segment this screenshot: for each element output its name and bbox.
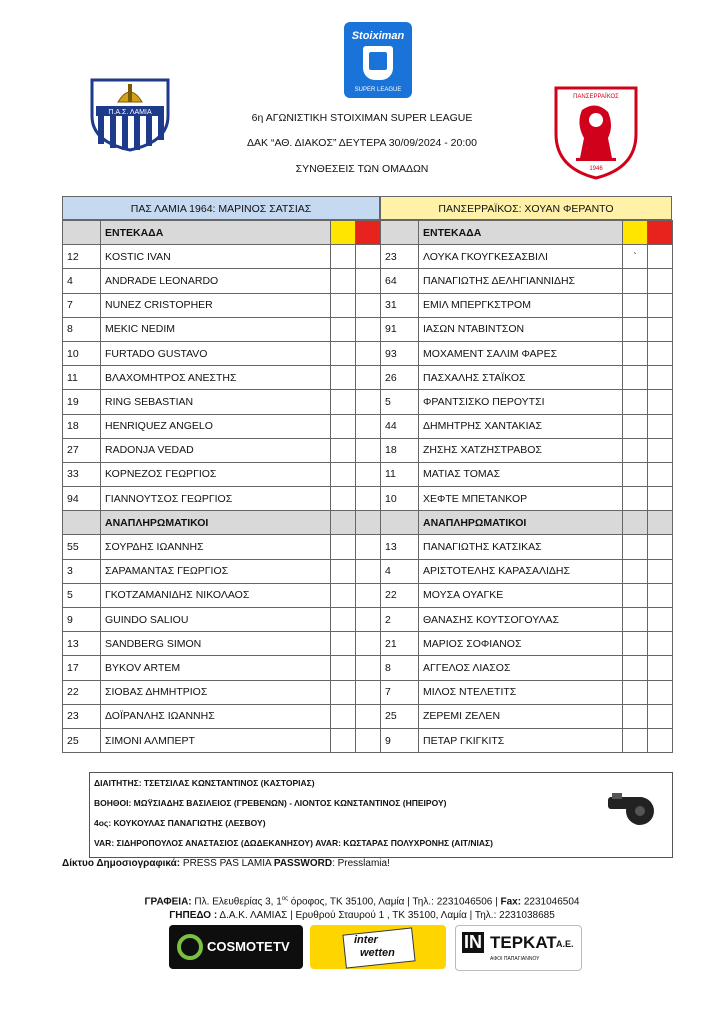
red-card-cell bbox=[648, 680, 673, 704]
player-number: 7 bbox=[63, 293, 101, 317]
home-crest-text: Π.Α.Σ. ΛΑΜΙΑ bbox=[108, 109, 152, 116]
red-card-cell bbox=[356, 462, 381, 486]
interkat-text-1: IN bbox=[464, 932, 482, 952]
yellow-card-column-icon bbox=[331, 221, 356, 245]
yellow-card-cell bbox=[623, 317, 648, 341]
red-card-cell bbox=[648, 438, 673, 462]
player-name: ANDRADE LEONARDO bbox=[101, 269, 331, 293]
player-number: 9 bbox=[381, 728, 419, 752]
red-card-cell bbox=[356, 293, 381, 317]
yellow-card-cell bbox=[331, 535, 356, 559]
player-number: 11 bbox=[381, 462, 419, 486]
player-row bbox=[381, 293, 673, 317]
player-number: 4 bbox=[381, 559, 419, 583]
player-number: 91 bbox=[381, 317, 419, 341]
yellow-card-cell bbox=[331, 559, 356, 583]
press-network-value: PRESS PAS LAMIA bbox=[180, 858, 274, 869]
red-card-cell bbox=[648, 341, 673, 365]
offices-label: ΓΡΑΦΕΙΑ: bbox=[144, 896, 192, 908]
assistant-referees: ΒΟΗΘΟΙ: ΜΩΫΣΙΑΔΗΣ ΒΑΣΙΛΕΙΟΣ (ΓΡΕΒΕΝΩΝ) - ΛΙΟΝΤΟΣ ΚΩΝΣΤΑΝΤΙΝΟΣ (ΗΠΕΙΡΟΥ) bbox=[94, 798, 447, 808]
player-name: ΜΟΥΣΑ ΟΥΑΓΚΕ bbox=[419, 583, 623, 607]
player-name: ΠΑΣΧΑΛΗΣ ΣΤΑΪΚΟΣ bbox=[419, 366, 623, 390]
section-spacer bbox=[381, 511, 419, 535]
red-card-column-icon bbox=[356, 221, 381, 245]
press-network-label: Δίκτυο Δημοσιογραφικά: bbox=[62, 858, 181, 869]
fax-value: 2231046504 bbox=[521, 896, 580, 908]
player-name: ΛΟΥΚΑ ΓΚΟΥΓΚΕΣΑΣΒΙΛΙ bbox=[419, 245, 623, 269]
yellow-card-cell bbox=[623, 583, 648, 607]
yellow-card-cell bbox=[331, 245, 356, 269]
player-row bbox=[381, 245, 673, 269]
yellow-card-cell bbox=[331, 704, 356, 728]
yellow-card-cell bbox=[331, 341, 356, 365]
player-row bbox=[63, 293, 381, 317]
player-number: 18 bbox=[381, 438, 419, 462]
player-row bbox=[381, 656, 673, 680]
interkat-text-2: ΤΕΡΚΑΤ bbox=[490, 933, 557, 952]
red-card-cell bbox=[356, 487, 381, 511]
player-row bbox=[63, 317, 381, 341]
yellow-card-cell bbox=[623, 680, 648, 704]
player-row bbox=[63, 680, 381, 704]
cosmote-logo-icon bbox=[177, 934, 203, 960]
red-card-cell bbox=[648, 728, 673, 752]
player-number: 18 bbox=[63, 414, 101, 438]
player-row bbox=[381, 535, 673, 559]
interkat-ad bbox=[455, 925, 582, 971]
office-address bbox=[0, 896, 724, 907]
section-cell bbox=[331, 511, 356, 535]
yellow-card-cell bbox=[623, 535, 648, 559]
yellow-card-cell bbox=[331, 390, 356, 414]
player-number: 19 bbox=[63, 390, 101, 414]
interwetten-ad bbox=[310, 925, 446, 969]
player-row bbox=[63, 656, 381, 680]
yellow-card-cell bbox=[623, 293, 648, 317]
yellow-card-cell bbox=[623, 390, 648, 414]
player-name: ΜΟΧΑΜΕΝΤ ΣΑΛΙΜ ΦΑΡΕΣ bbox=[419, 341, 623, 365]
red-card-cell bbox=[648, 583, 673, 607]
player-row bbox=[63, 462, 381, 486]
player-name: MEKIC NEDIM bbox=[101, 317, 331, 341]
interkat-text-3: Α.Ε. bbox=[556, 939, 574, 949]
cosmote-text: COSMOTE bbox=[207, 939, 273, 954]
yellow-card-cell bbox=[331, 632, 356, 656]
red-card-cell bbox=[648, 414, 673, 438]
player-name: ΜΑΤΙΑΣ ΤΟΜΑΣ bbox=[419, 462, 623, 486]
player-number: 27 bbox=[63, 438, 101, 462]
referee: ΔΙΑΙΤΗΤΗΣ: ΤΣΕΤΣΙΛΑΣ ΚΩΝΣΤΑΝΤΙΝΟΣ (ΚΑΣΤΟΡΙΑΣ) bbox=[94, 778, 315, 788]
player-row bbox=[381, 728, 673, 752]
player-number: 23 bbox=[381, 245, 419, 269]
section-header-row bbox=[381, 221, 673, 245]
player-number: 10 bbox=[381, 487, 419, 511]
player-row bbox=[63, 366, 381, 390]
super-league-shield-icon bbox=[363, 46, 393, 80]
yellow-card-cell bbox=[623, 366, 648, 390]
player-name: ΖΗΣΗΣ ΧΑΤΖΗΣΤΡΑΒΟΣ bbox=[419, 438, 623, 462]
player-name: ΙΑΣΩΝ ΝΤΑΒΙΝΤΣΟΝ bbox=[419, 317, 623, 341]
player-row bbox=[381, 341, 673, 365]
offices-rest: όροφος, ΤΚ 35100, Λαμία | Τηλ.: 2231046506 | bbox=[288, 896, 501, 908]
player-row bbox=[381, 583, 673, 607]
red-card-cell bbox=[356, 414, 381, 438]
player-number: 12 bbox=[63, 245, 101, 269]
offices-address: Πλ. Ελευθερίας 3, 1 bbox=[191, 896, 282, 908]
fourth-official: 4ος: ΚΟΥΚΟΥΛΑΣ ΠΑΝΑΓΙΩΤΗΣ (ΛΕΣΒΟΥ) bbox=[94, 818, 266, 828]
red-card-cell bbox=[356, 535, 381, 559]
player-row bbox=[381, 414, 673, 438]
section-label: ΑΝΑΠΛΗΡΩΜΑΤΙΚΟΙ bbox=[101, 511, 331, 535]
yellow-card-cell bbox=[331, 414, 356, 438]
red-card-cell bbox=[356, 438, 381, 462]
player-number: 13 bbox=[63, 632, 101, 656]
yellow-card-column-icon bbox=[623, 221, 648, 245]
interwetten-text-1: inter bbox=[354, 934, 378, 946]
section-header-row bbox=[381, 511, 673, 535]
player-number: 9 bbox=[63, 608, 101, 632]
player-number: 10 bbox=[63, 341, 101, 365]
away-lineup-table bbox=[380, 220, 673, 753]
red-card-cell bbox=[648, 366, 673, 390]
player-name: NUNEZ CRISTOPHER bbox=[101, 293, 331, 317]
yellow-card-cell bbox=[623, 414, 648, 438]
player-row bbox=[63, 535, 381, 559]
cosmote-tv-ad bbox=[169, 925, 303, 969]
player-number: 11 bbox=[63, 366, 101, 390]
player-row bbox=[381, 317, 673, 341]
player-row bbox=[63, 414, 381, 438]
player-name: ΚΟΡΝΕΖΟΣ ΓΕΩΡΓΙΟΣ bbox=[101, 462, 331, 486]
yellow-card-cell bbox=[623, 462, 648, 486]
player-name: ΧΕΦΤΕ ΜΠΕΤΑΝΚΟΡ bbox=[419, 487, 623, 511]
section-label: ΕΝΤΕΚΑΔΑ bbox=[101, 221, 331, 245]
interwetten-text-2: wetten bbox=[360, 947, 395, 959]
var-officials: VAR: ΣΙΔΗΡΟΠΟΥΛΟΣ ΑΝΑΣΤΑΣΙΟΣ (ΔΩΔΕΚΑΝΗΣΟΥ) AVAR: ΚΩΣΤΑΡΑΣ ΠΟΛΥΧΡΟΝΗΣ (ΑΙΤ/ΝΙΑΣ) bbox=[94, 838, 493, 848]
player-number: 22 bbox=[63, 680, 101, 704]
yellow-card-cell bbox=[623, 632, 648, 656]
player-name: ΘΑΝΑΣΗΣ ΚΟΥΤΣΟΓΟΥΛΑΣ bbox=[419, 608, 623, 632]
player-name: ΣΙΜΟΝΙ ΑΛΜΠΕΡΤ bbox=[101, 728, 331, 752]
yellow-card-cell bbox=[331, 656, 356, 680]
player-row bbox=[381, 366, 673, 390]
player-number: 23 bbox=[63, 704, 101, 728]
player-row bbox=[63, 632, 381, 656]
player-row bbox=[63, 341, 381, 365]
player-name: ΣΑΡΑΜΑΝΤΑΣ ΓΕΩΡΓΙΟΣ bbox=[101, 559, 331, 583]
red-card-cell bbox=[356, 728, 381, 752]
player-name: ΠΕΤΑΡ ΓΚΙΓΚΙΤΣ bbox=[419, 728, 623, 752]
away-team-header: ΠΑΝΣΕΡΡΑΪΚΟΣ: ΧΟΥΑΝ ΦΕΡΑΝΤΟ bbox=[380, 196, 672, 220]
red-card-cell bbox=[356, 583, 381, 607]
player-row bbox=[63, 245, 381, 269]
whistle-icon bbox=[606, 787, 662, 829]
player-name: ΠΑΝΑΓΙΩΤΗΣ ΚΑΤΣΙΚΑΣ bbox=[419, 535, 623, 559]
player-number: 17 bbox=[63, 656, 101, 680]
player-name: ΠΑΝΑΓΙΩΤΗΣ ΔΕΛΗΓΙΑΝΝΙΔΗΣ bbox=[419, 269, 623, 293]
page-subtitle: ΣΥΝΘΕΣΕΙΣ ΤΩΝ ΟΜΑΔΩΝ bbox=[295, 163, 429, 175]
player-row bbox=[63, 269, 381, 293]
yellow-card-cell bbox=[623, 559, 648, 583]
red-card-cell bbox=[356, 704, 381, 728]
player-number: 3 bbox=[63, 559, 101, 583]
player-name: ΜΑΡΙΟΣ ΣΟΦΙΑΝΟΣ bbox=[419, 632, 623, 656]
red-card-cell bbox=[648, 245, 673, 269]
sponsor-brand: Stoiximan bbox=[351, 30, 405, 42]
player-name: ΣΙΟΒΑΣ ΔΗΜΗΤΡΙΟΣ bbox=[101, 680, 331, 704]
player-row bbox=[381, 269, 673, 293]
player-number: 5 bbox=[63, 583, 101, 607]
player-number: 7 bbox=[381, 680, 419, 704]
sponsor-sub: SUPER LEAGUE bbox=[354, 87, 402, 93]
player-number: 2 bbox=[381, 608, 419, 632]
stadium-address bbox=[0, 910, 724, 921]
player-number: 93 bbox=[381, 341, 419, 365]
player-row bbox=[63, 608, 381, 632]
officials-box bbox=[89, 772, 673, 858]
player-row bbox=[381, 559, 673, 583]
player-row bbox=[381, 680, 673, 704]
yellow-card-cell: ` bbox=[623, 245, 648, 269]
yellow-card-cell bbox=[331, 366, 356, 390]
player-name: ΑΡΙΣΤΟΤΕΛΗΣ ΚΑΡΑΣΑΛΙΔΗΣ bbox=[419, 559, 623, 583]
player-row bbox=[381, 487, 673, 511]
yellow-card-cell bbox=[331, 728, 356, 752]
section-spacer bbox=[381, 221, 419, 245]
yellow-card-cell bbox=[331, 269, 356, 293]
player-name: ΖΕΡΕΜΙ ΖΕΛΕΝ bbox=[419, 704, 623, 728]
player-name: ΣΟΥΡΔΗΣ ΙΩΑΝΝΗΣ bbox=[101, 535, 331, 559]
player-name: RING SEBASTIAN bbox=[101, 390, 331, 414]
player-number: 44 bbox=[381, 414, 419, 438]
player-number: 5 bbox=[381, 390, 419, 414]
red-card-cell bbox=[648, 487, 673, 511]
player-name: KOSTIC IVAN bbox=[101, 245, 331, 269]
player-number: 55 bbox=[63, 535, 101, 559]
section-header-row bbox=[63, 511, 381, 535]
red-card-cell bbox=[356, 341, 381, 365]
player-number: 8 bbox=[381, 656, 419, 680]
red-card-cell bbox=[356, 656, 381, 680]
player-number: 25 bbox=[63, 728, 101, 752]
yellow-card-cell bbox=[623, 704, 648, 728]
player-name: ΒΛΑΧΟΜΗΤΡΟΣ ΑΝΕΣΤΗΣ bbox=[101, 366, 331, 390]
matchday-title: 6η ΑΓΩΝΙΣΤΙΚΗ STOIXIMAN SUPER LEAGUE bbox=[251, 112, 473, 124]
red-card-column-icon bbox=[648, 221, 673, 245]
player-number: 13 bbox=[381, 535, 419, 559]
red-card-cell bbox=[648, 608, 673, 632]
player-name: ΕΜΙΛ ΜΠΕΡΓΚΣΤΡΟΜ bbox=[419, 293, 623, 317]
player-name: FURTADO GUSTAVO bbox=[101, 341, 331, 365]
yellow-card-cell bbox=[623, 438, 648, 462]
red-card-cell bbox=[648, 559, 673, 583]
player-number: 31 bbox=[381, 293, 419, 317]
red-card-cell bbox=[648, 535, 673, 559]
player-number: 33 bbox=[63, 462, 101, 486]
red-card-cell bbox=[648, 390, 673, 414]
player-row bbox=[63, 390, 381, 414]
press-password-label: PASSWORD bbox=[273, 858, 333, 869]
player-row bbox=[381, 704, 673, 728]
player-name: ΦΡΑΝΤΣΙΣΚΟ ΠΕΡΟΥΤΣΙ bbox=[419, 390, 623, 414]
player-name: ΓΚΟΤΖΑΜΑΝΙΔΗΣ ΝΙΚΟΛΑΟΣ bbox=[101, 583, 331, 607]
player-name: ΑΓΓΕΛΟΣ ΛΙΑΣΟΣ bbox=[419, 656, 623, 680]
red-card-cell bbox=[356, 632, 381, 656]
red-card-cell bbox=[648, 632, 673, 656]
red-card-cell bbox=[356, 390, 381, 414]
away-crest-year: 1946 bbox=[589, 166, 603, 172]
player-row bbox=[381, 438, 673, 462]
red-card-cell bbox=[648, 462, 673, 486]
section-label: ΑΝΑΠΛΗΡΩΜΑΤΙΚΟΙ bbox=[419, 511, 623, 535]
yellow-card-cell bbox=[623, 608, 648, 632]
player-row bbox=[63, 704, 381, 728]
section-cell bbox=[648, 511, 673, 535]
yellow-card-cell bbox=[623, 341, 648, 365]
section-spacer bbox=[63, 511, 101, 535]
red-card-cell bbox=[356, 366, 381, 390]
player-name: HENRIQUEZ ANGELO bbox=[101, 414, 331, 438]
section-label: ΕΝΤΕΚΑΔΑ bbox=[419, 221, 623, 245]
player-number: 8 bbox=[63, 317, 101, 341]
player-row bbox=[381, 462, 673, 486]
sponsor-logo bbox=[344, 22, 412, 98]
yellow-card-cell bbox=[623, 728, 648, 752]
player-name: SANDBERG SIMON bbox=[101, 632, 331, 656]
yellow-card-cell bbox=[331, 583, 356, 607]
yellow-card-cell bbox=[331, 438, 356, 462]
venue-date: ΔΑΚ “ΑΘ. ΔΙΑΚΟΣ” ΔΕΥΤΕΡΑ 30/09/2024 - 20:00 bbox=[247, 137, 477, 149]
player-name: ΔΗΜΗΤΡΗΣ ΧΑΝΤΑΚΙΑΣ bbox=[419, 414, 623, 438]
interkat-sub: ΑΦΟΙ ΠΑΠΑΓΙΑΝΝΟΥ bbox=[490, 956, 540, 962]
away-crest-text: ΠΑΝΣΕΡΡΑΪΚΟΣ bbox=[573, 94, 619, 100]
red-card-cell bbox=[648, 656, 673, 680]
player-name: BYKOV ARTEM bbox=[101, 656, 331, 680]
player-number: 94 bbox=[63, 487, 101, 511]
player-row bbox=[63, 438, 381, 462]
stadium-label: ΓΗΠΕΔΟ : bbox=[169, 910, 218, 921]
player-row bbox=[381, 390, 673, 414]
red-card-cell bbox=[648, 317, 673, 341]
player-number: 64 bbox=[381, 269, 419, 293]
yellow-card-cell bbox=[331, 680, 356, 704]
player-row bbox=[63, 487, 381, 511]
yellow-card-cell bbox=[331, 293, 356, 317]
player-row bbox=[381, 608, 673, 632]
red-card-cell bbox=[356, 269, 381, 293]
yellow-card-cell bbox=[623, 487, 648, 511]
section-cell bbox=[623, 511, 648, 535]
home-lineup-table bbox=[62, 220, 381, 753]
player-row bbox=[63, 728, 381, 752]
cosmote-tv-text: TV bbox=[273, 939, 290, 954]
stadium-value: Δ.Α.Κ. ΛΑΜΙΑΣ | Ερυθρού Σταυρού 1 , ΤΚ 35100, Λαμία | Τηλ.: 2231038685 bbox=[217, 910, 555, 921]
red-card-cell bbox=[356, 245, 381, 269]
press-network bbox=[62, 858, 390, 869]
home-team-header: ΠΑΣ ΛΑΜΙΑ 1964: ΜΑΡΙΝΟΣ ΣΑΤΣΙΑΣ bbox=[62, 196, 380, 220]
player-name: ΜΙΛΟΣ ΝΤΕΛΕΤΙΤΣ bbox=[419, 680, 623, 704]
yellow-card-cell bbox=[331, 462, 356, 486]
player-name: GUINDO SALIOU bbox=[101, 608, 331, 632]
player-number: 22 bbox=[381, 583, 419, 607]
fax-label: Fax: bbox=[500, 896, 522, 908]
offices-floor-sup: ος bbox=[281, 896, 289, 902]
red-card-cell bbox=[648, 704, 673, 728]
section-header-row bbox=[63, 221, 381, 245]
red-card-cell bbox=[356, 317, 381, 341]
red-card-cell bbox=[648, 269, 673, 293]
red-card-cell bbox=[356, 559, 381, 583]
press-password-value: : Presslamia! bbox=[332, 858, 390, 869]
red-card-cell bbox=[356, 680, 381, 704]
yellow-card-cell bbox=[331, 487, 356, 511]
player-number: 26 bbox=[381, 366, 419, 390]
section-spacer bbox=[63, 221, 101, 245]
player-row bbox=[381, 632, 673, 656]
player-number: 4 bbox=[63, 269, 101, 293]
player-name: ΓΙΑΝΝΟΥΤΣΟΣ ΓΕΩΡΓΙΟΣ bbox=[101, 487, 331, 511]
player-name: ΔΟΪΡΑΝΛΗΣ ΙΩΑΝΝΗΣ bbox=[101, 704, 331, 728]
red-card-cell bbox=[356, 608, 381, 632]
section-cell bbox=[356, 511, 381, 535]
player-number: 21 bbox=[381, 632, 419, 656]
yellow-card-cell bbox=[331, 608, 356, 632]
red-card-cell bbox=[648, 293, 673, 317]
player-name: RADONJA VEDAD bbox=[101, 438, 331, 462]
yellow-card-cell bbox=[623, 656, 648, 680]
player-number: 25 bbox=[381, 704, 419, 728]
yellow-card-cell bbox=[331, 317, 356, 341]
player-row bbox=[63, 583, 381, 607]
yellow-card-cell bbox=[623, 269, 648, 293]
player-row bbox=[63, 559, 381, 583]
